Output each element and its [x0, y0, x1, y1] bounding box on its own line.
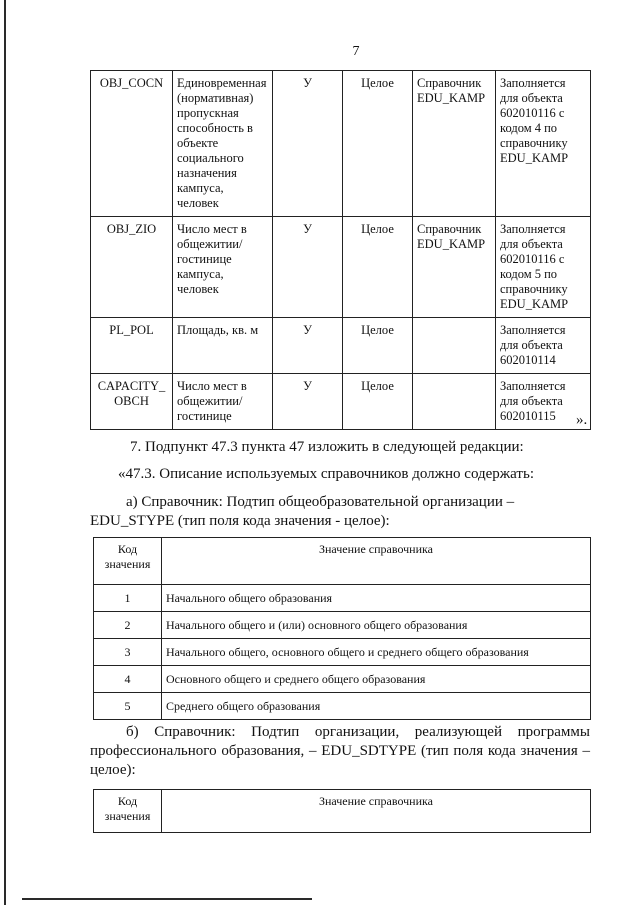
- value-cell: Основного общего и среднего общего образования: [162, 666, 591, 693]
- code-cell: 1: [94, 585, 162, 612]
- paragraph-b: б) Справочник: Подтип организации, реализующей программы профессионального образования, – EDU_SDTYPE (тип поля кода значения – целое):: [90, 724, 590, 778]
- value-cell: Начального общего образования: [162, 585, 591, 612]
- field-reference: Справочник EDU_KAMP: [413, 71, 496, 217]
- table-header-row: [94, 538, 591, 585]
- table-row: [94, 693, 591, 720]
- table-row: [91, 217, 591, 318]
- field-required: У: [273, 374, 343, 430]
- field-type: Целое: [343, 71, 413, 217]
- table-row: [91, 71, 591, 217]
- value-cell: Начального общего и (или) основного общего образования: [162, 612, 591, 639]
- table-row: [94, 666, 591, 693]
- value-cell: Среднего общего образования: [162, 693, 591, 720]
- field-required: У: [273, 217, 343, 318]
- reference-table-edu-stype: [93, 537, 591, 720]
- table-row: [94, 639, 591, 666]
- value-cell: Начального общего, основного общего и среднего общего образования: [162, 639, 591, 666]
- header-value: Значение справочника: [162, 538, 591, 585]
- header-code: Код значения: [94, 790, 162, 833]
- code-cell: 4: [94, 666, 162, 693]
- code-cell: 3: [94, 639, 162, 666]
- field-code: OBJ_ZIO: [91, 217, 173, 318]
- table-row: [94, 585, 591, 612]
- field-reference: [413, 318, 496, 374]
- table-row: [91, 374, 591, 430]
- field-note: Заполняется для объекта 602010116 с кодом 4 по справочнику EDU_KAMP: [496, 71, 591, 217]
- field-description: Число мест в общежитии/ гостинице кампуса, человек: [173, 217, 273, 318]
- field-required: У: [273, 318, 343, 374]
- code-cell: 2: [94, 612, 162, 639]
- field-note: Заполняется для объекта 602010114: [496, 318, 591, 374]
- page-border-bottom: [22, 898, 312, 900]
- table-row: [94, 612, 591, 639]
- field-required: У: [273, 71, 343, 217]
- field-code: OBJ_COCN: [91, 71, 173, 217]
- closing-quote: ».: [576, 412, 588, 428]
- code-cell: 5: [94, 693, 162, 720]
- paragraph-intro: «47.3. Описание используемых справочников должно содержать:: [118, 466, 534, 482]
- field-code: PL_POL: [91, 318, 173, 374]
- field-description: Площадь, кв. м: [173, 318, 273, 374]
- page-number: 7: [352, 44, 360, 59]
- header-code: Код значения: [94, 538, 162, 585]
- field-type: Целое: [343, 374, 413, 430]
- field-description: Единовременная (нормативная) пропускная способность в объекте социального назначения кампуса, человек: [173, 71, 273, 217]
- paragraph-a: а) Справочник: Подтип общеобразовательной организации – EDU_STYPE (тип поля кода значения - целое):: [90, 494, 515, 529]
- field-note: Заполняется для объекта 602010116 с кодом 5 по справочнику EDU_KAMP: [496, 217, 591, 318]
- field-note: Заполняется для объекта 602010115: [496, 374, 591, 430]
- table-header-row: [94, 790, 591, 833]
- page-border-left: [4, 0, 6, 905]
- field-description: Число мест в общежитии/ гостинице: [173, 374, 273, 430]
- paragraph-7: 7. Подпункт 47.3 пункта 47 изложить в следующей редакции:: [130, 439, 524, 455]
- field-type: Целое: [343, 217, 413, 318]
- field-code: CAPACITY_ OBCH: [91, 374, 173, 430]
- field-reference: [413, 374, 496, 430]
- field-type: Целое: [343, 318, 413, 374]
- header-value: Значение справочника: [162, 790, 591, 833]
- field-reference: Справочник EDU_KAMP: [413, 217, 496, 318]
- reference-table-edu-sdtype: [93, 789, 591, 833]
- fields-table: [90, 70, 591, 430]
- table-row: [91, 318, 591, 374]
